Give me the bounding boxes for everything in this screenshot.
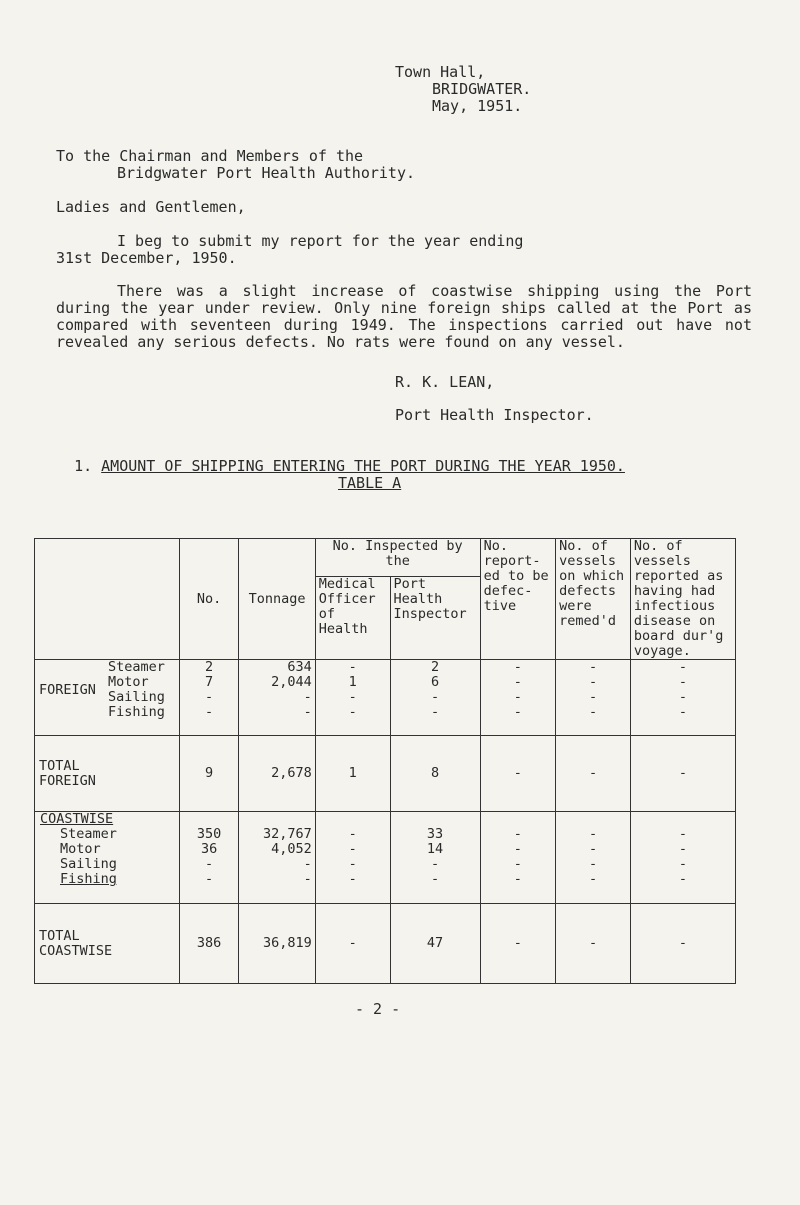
header-inspected-by: No. Inspected by the [315,539,480,577]
cell-value: - [588,659,598,675]
cell-value: - [678,689,688,705]
total-label-line: COASTWISE [39,942,113,959]
cell-value: - [588,689,598,705]
total-foreign-medical-officer: 1 [315,736,390,812]
header-infectious-disease: No. of vessels reported as having had infectious disease on board dur'g voyage. [630,539,735,660]
total-coastwise-medical-officer: - [315,904,390,984]
total-foreign-defects-remedied: - [556,736,631,812]
cell-value: 2 [430,659,440,675]
cell-value: - [678,659,688,675]
section-title: AMOUNT OF SHIPPING ENTERING THE PORT DURING THE YEAR 1950. [101,457,625,475]
total-foreign-label [35,736,180,812]
coastwise-medical-officer [315,812,390,904]
page-number: - 2 - [355,1000,401,1018]
cell-value: - [348,841,357,857]
total-foreign-row [35,736,736,812]
cell-value: - [205,856,214,872]
total-coastwise-port-health-inspector: 47 [390,904,480,984]
cell-value: - [678,856,688,872]
cell-value: 14 [426,841,444,857]
coastwise-group-label: COASTWISE [40,811,114,827]
header-port-health-inspector: Port Health Inspector [390,576,480,659]
addressee-line-2: Bridgwater Port Health Authority. [117,164,416,182]
foreign-group-label: FOREIGN [39,682,96,698]
cell-value: - [588,674,598,690]
signature-title: Port Health Inspector. [395,406,594,424]
addressee-line-1: To the Chairman and Members of the [56,147,364,165]
cell-value: - [678,674,688,690]
coastwise-types-cell [35,812,180,904]
cell-value: - [430,856,440,872]
coastwise-type: Fishing [60,871,117,887]
cell-value: - [588,841,598,857]
cell-value: 32,767 [262,826,312,842]
foreign-type: Motor [108,674,149,690]
coastwise-port-health-inspector [390,812,480,904]
cell-value: 634 [287,659,312,675]
cell-value: - [348,826,357,842]
foreign-types-cell [35,660,180,736]
total-coastwise-tonnage: 36,819 [239,904,315,984]
header-medical-officer: Medical Officer of Health [315,576,390,659]
coastwise-no [179,812,239,904]
cell-value: - [588,704,598,720]
foreign-type: Steamer [108,659,165,675]
foreign-port-health-inspector [390,660,480,736]
foreign-medical-officer [315,660,390,736]
cell-value: - [513,689,522,705]
shipping-table [34,538,736,984]
cell-value: - [513,871,522,887]
foreign-defects-remedied [556,660,631,736]
total-coastwise-reported-defective: - [480,904,556,984]
cell-value: - [303,689,312,705]
total-foreign-no: 9 [179,736,239,812]
cell-value: - [678,841,688,857]
total-coastwise-defects-remedied: - [556,904,631,984]
header-tonnage: Tonnage [239,539,315,660]
cell-value: - [513,841,522,857]
cell-value: - [588,856,598,872]
cell-value: - [348,659,357,675]
paragraph-1-line-1: I beg to submit my report for the year ending [117,232,524,250]
cell-value: - [205,704,214,720]
header-blank [35,539,180,660]
cell-value: - [205,689,214,705]
total-label-line: FOREIGN [39,772,96,789]
section-heading [56,439,625,475]
cell-value: - [513,826,522,842]
cell-value: - [303,871,312,887]
foreign-infectious-disease [630,660,735,736]
cell-value: - [678,704,688,720]
coastwise-defects-remedied [556,812,631,904]
coastwise-infectious-disease [630,812,735,904]
header-row-1 [35,539,736,577]
table-title: TABLE A [338,474,402,492]
coastwise-type: Steamer [60,826,117,842]
total-foreign-reported-defective: - [480,736,556,812]
cell-value: - [430,689,440,705]
total-coastwise-label [35,904,180,984]
cell-value: - [348,856,357,872]
cell-value: 33 [426,826,444,842]
coastwise-type: Motor [60,841,101,857]
cell-value: - [303,856,312,872]
header-defects-remedied: No. of vessels on which defects were remed'd [556,539,631,660]
cell-value: 350 [196,826,222,842]
cell-value: - [513,704,522,720]
total-coastwise-no: 386 [179,904,239,984]
signature-name: R. K. LEAN, [395,373,495,391]
coastwise-tonnage [239,812,315,904]
coastwise-row [35,812,736,904]
cell-value: - [205,871,214,887]
cell-value: - [303,704,312,720]
salutation: Ladies and Gentlemen, [56,198,246,216]
total-coastwise-infectious-disease: - [630,904,735,984]
foreign-reported-defective [480,660,556,736]
foreign-no [179,660,239,736]
address-line-2: BRIDGWATER. [432,80,532,98]
total-foreign-infectious-disease: - [630,736,735,812]
total-foreign-tonnage: 2,678 [239,736,315,812]
cell-value: - [348,689,357,705]
cell-value: - [430,704,440,720]
cell-value: - [513,659,522,675]
total-label-line: TOTAL [39,757,80,774]
cell-value: - [348,871,357,887]
cell-value: 2,044 [271,674,312,690]
cell-value: - [678,826,688,842]
total-foreign-port-health-inspector: 8 [390,736,480,812]
paragraph-1-line-2: 31st December, 1950. [56,249,237,267]
cell-value: - [348,704,357,720]
report-date: May, 1951. [432,97,523,115]
foreign-row [35,660,736,736]
cell-value: 36 [200,841,218,857]
header-reported-defective: No. report- ed to be defec- tive [480,539,556,660]
cell-value: - [588,871,598,887]
coastwise-type: Sailing [60,856,117,872]
cell-value: 1 [348,674,357,690]
foreign-type: Fishing [108,704,165,720]
cell-value: - [678,871,688,887]
section-number: 1. [74,457,93,475]
cell-value: - [513,674,522,690]
cell-value: 7 [205,674,214,690]
cell-value: - [588,826,598,842]
cell-value: 4,052 [271,841,312,857]
address-line-1: Town Hall, [395,63,486,81]
paragraph-2: There was a slight increase of coastwise shipping using the Port during the year under review. Only nine foreign ships called at the Port as compared with seventeen during 1949. The inspections carried out have not revealed any serious defects. No rats were found on any vessel. [56,282,752,351]
cell-value: - [513,856,522,872]
header-no: No. [179,539,239,660]
total-label-line: TOTAL [39,927,80,944]
cell-value: 6 [430,674,440,690]
cell-value: - [430,871,440,887]
foreign-type: Sailing [108,689,165,705]
cell-value: 2 [205,659,214,675]
total-coastwise-row [35,904,736,984]
foreign-tonnage [239,660,315,736]
coastwise-reported-defective [480,812,556,904]
